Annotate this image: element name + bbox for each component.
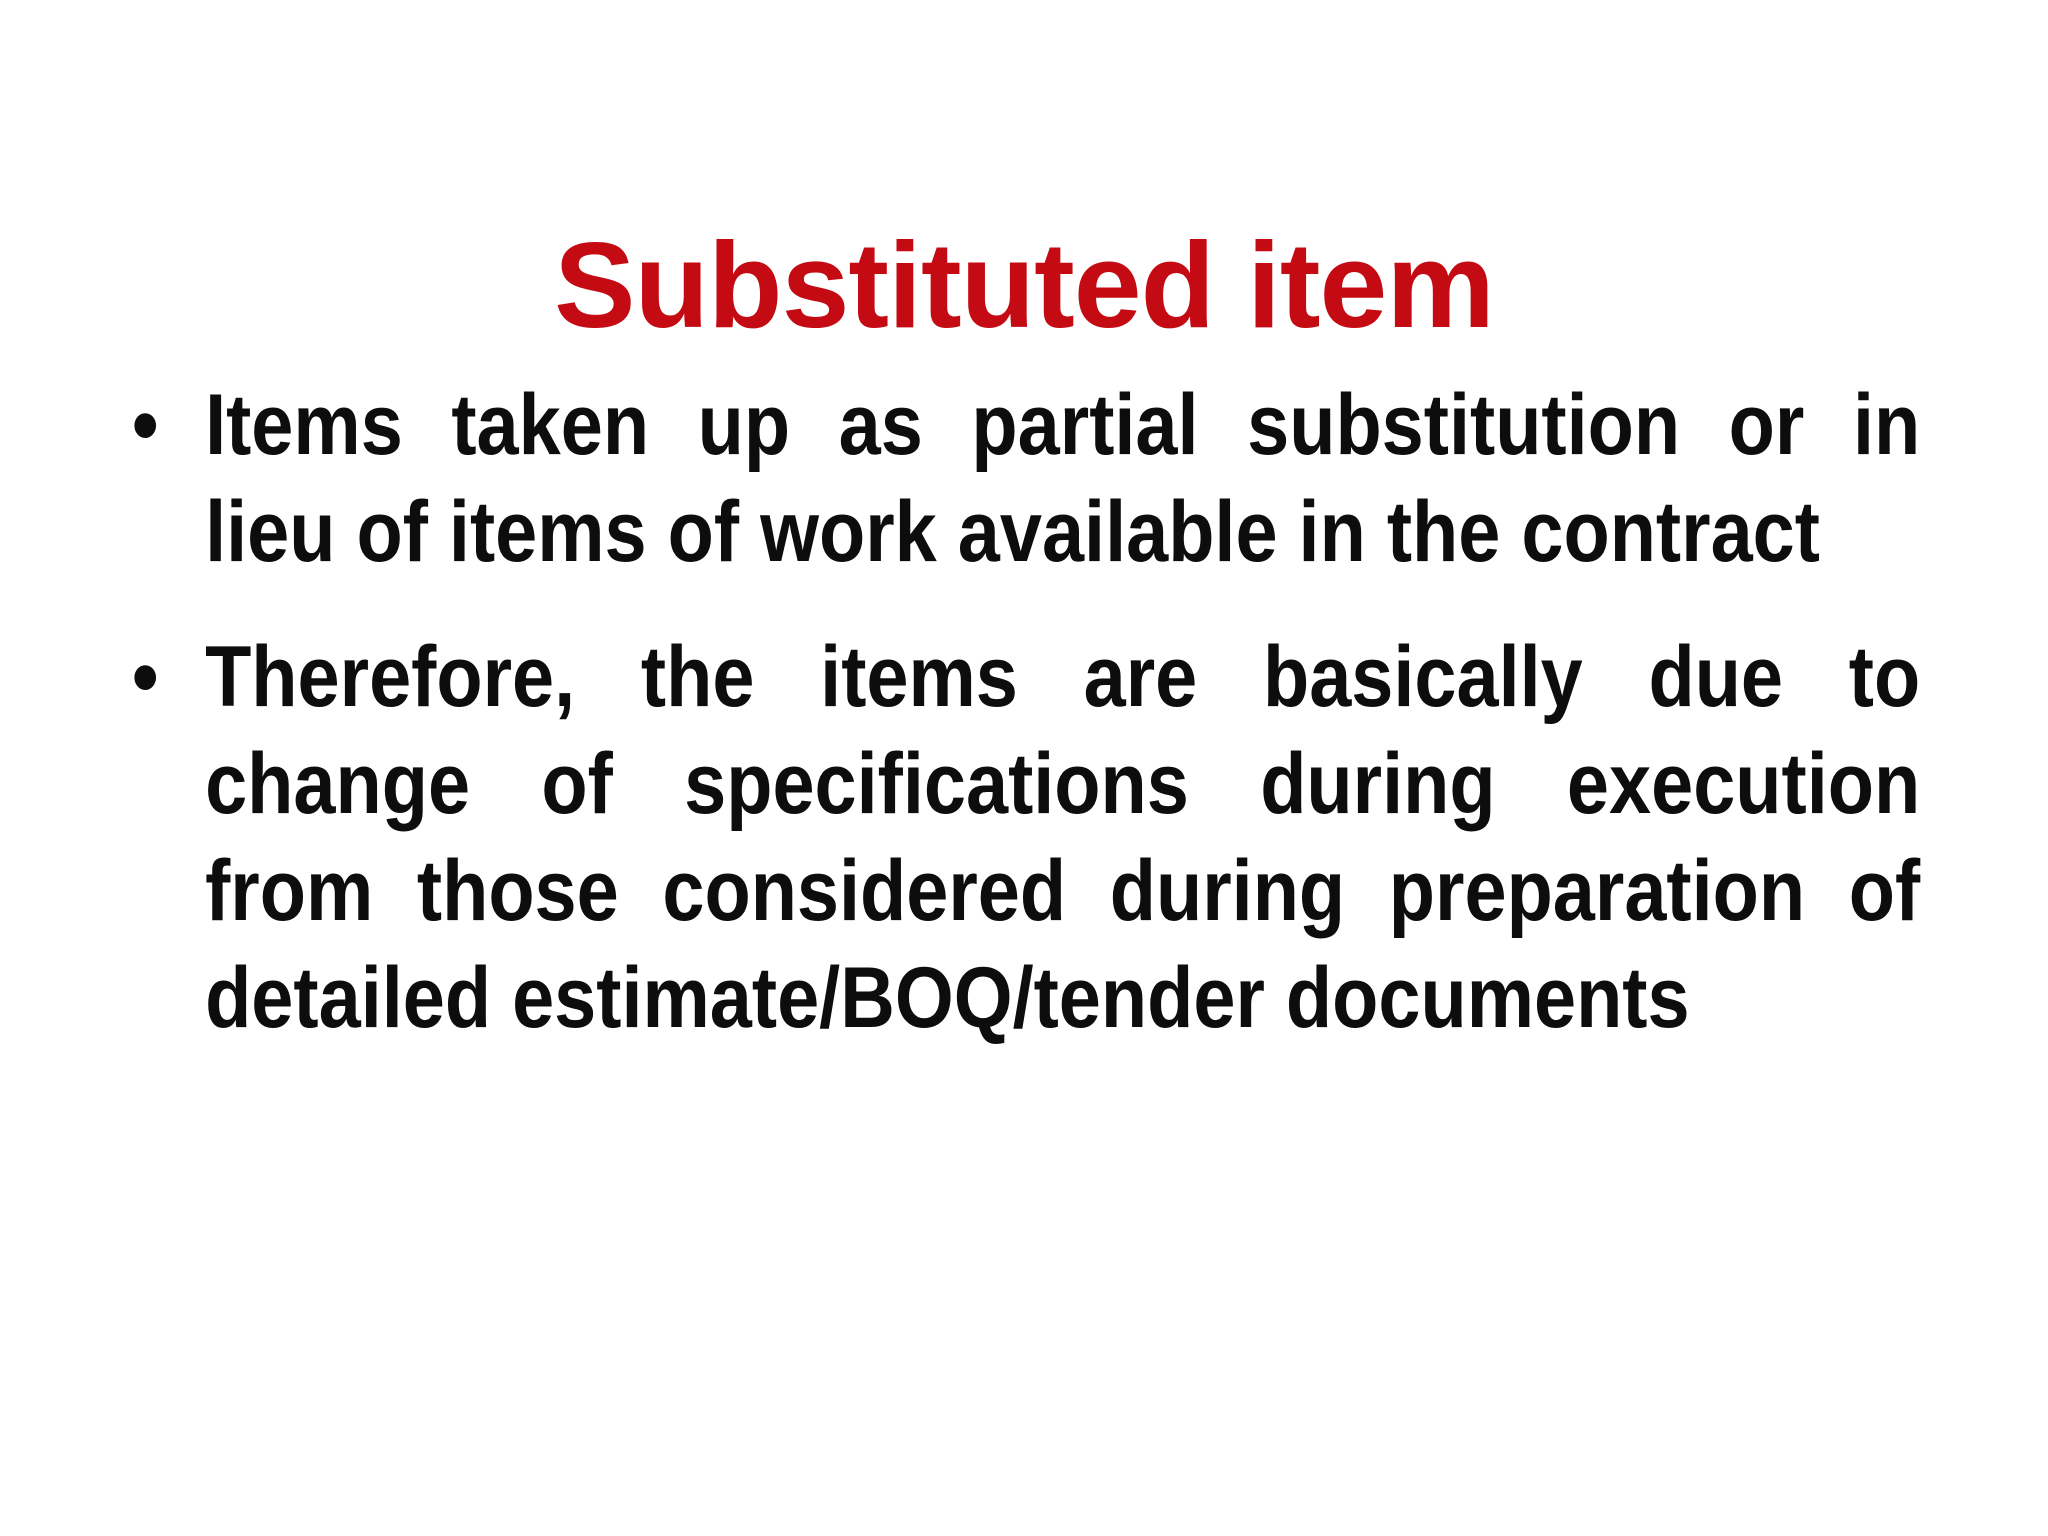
bullet-text-line: detailed estimate/BOQ/tender documents [205,950,1690,1046]
bullet-text-line: Therefore, the items are basically due to [205,629,1921,725]
bullet-marker: • [132,377,159,473]
bullet-text-line: from those considered during preparation of [205,843,1921,939]
bullet-list [125,372,1920,1052]
bullet-text-line: lieu of items of work available in the contract [205,484,1820,580]
bullet-text-line: Items taken up as partial substitution or in [205,377,1921,473]
bullet-marker: • [132,629,159,725]
bullet-text-line: change of specifications during execution [205,736,1921,832]
bullet-item [125,624,1920,1052]
slide-title: Substituted item [554,217,1494,353]
bullet-item [125,372,1920,586]
